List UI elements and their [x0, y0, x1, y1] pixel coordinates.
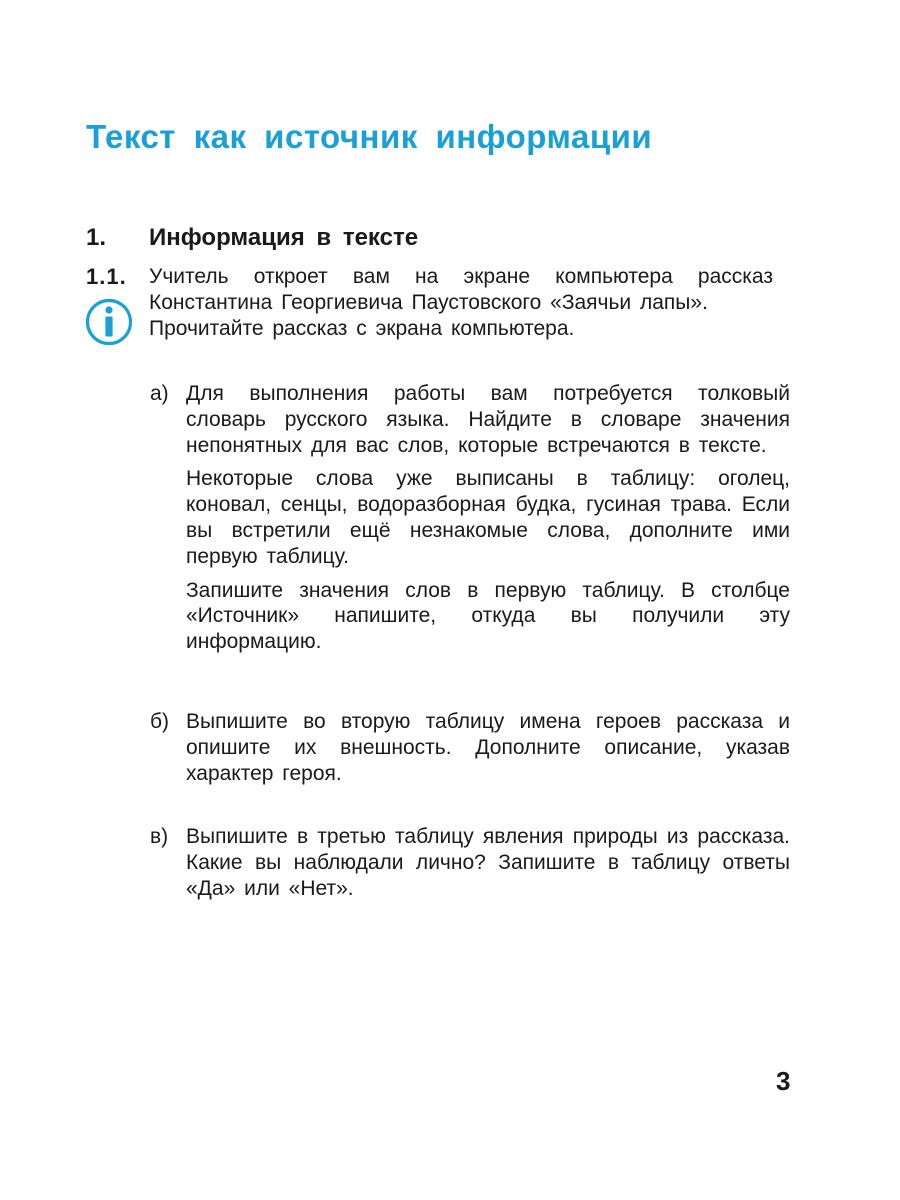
item-v-paragraph-1: Выпишите в третью таблицу явления природы из рассказа. Какие вы наблюдали лично? Запишите в таблицу ответы «Да» или «Нет». — [186, 825, 790, 900]
section-title: Информация в тексте — [149, 224, 419, 251]
item-letter-v: в) — [150, 825, 169, 848]
item-a-paragraph-1: Для выполнения работы вам потребуется толковый словарь русского языка. Найдите в словаре значения непонятных для вас слов, которые встречаются в тексте. — [186, 382, 790, 457]
item-b-paragraph-1: Выпишите во вторую таблицу имена героев рассказа и опишите их внешность. Дополните описание, указав характер героя. — [186, 710, 790, 785]
task-intro — [149, 264, 773, 341]
page-number: 3 — [776, 1066, 791, 1096]
section-number: 1. — [86, 224, 107, 251]
item-v — [186, 824, 790, 909]
item-letter-b: б) — [150, 710, 170, 733]
item-a — [186, 381, 790, 663]
item-b — [186, 709, 790, 794]
task-intro-instruction: Прочитайте рассказ с экрана компьютера. — [149, 316, 575, 340]
task-number: 1.1. — [86, 264, 127, 289]
info-icon — [84, 297, 134, 347]
item-a-paragraph-3: Запишите значения слов в первую таблицу. В столбце «Источник» напишите, откуда вы получили эту информацию. — [186, 578, 790, 654]
task-intro-text: Учитель откроет вам на экране компьютера рассказ Константина Георгиевича Паустовского «Заячьи лапы». — [149, 265, 773, 314]
item-letter-a: а) — [150, 382, 169, 405]
item-a-paragraph-2: Некоторые слова уже выписаны в таблицу: оголец, коновал, сенцы, водоразборная будка, гусиная трава. Если вы встретили ещё незнакомые слова, дополните ими первую таблицу. — [186, 467, 790, 568]
page-title: Текст как источник информации — [86, 118, 653, 155]
